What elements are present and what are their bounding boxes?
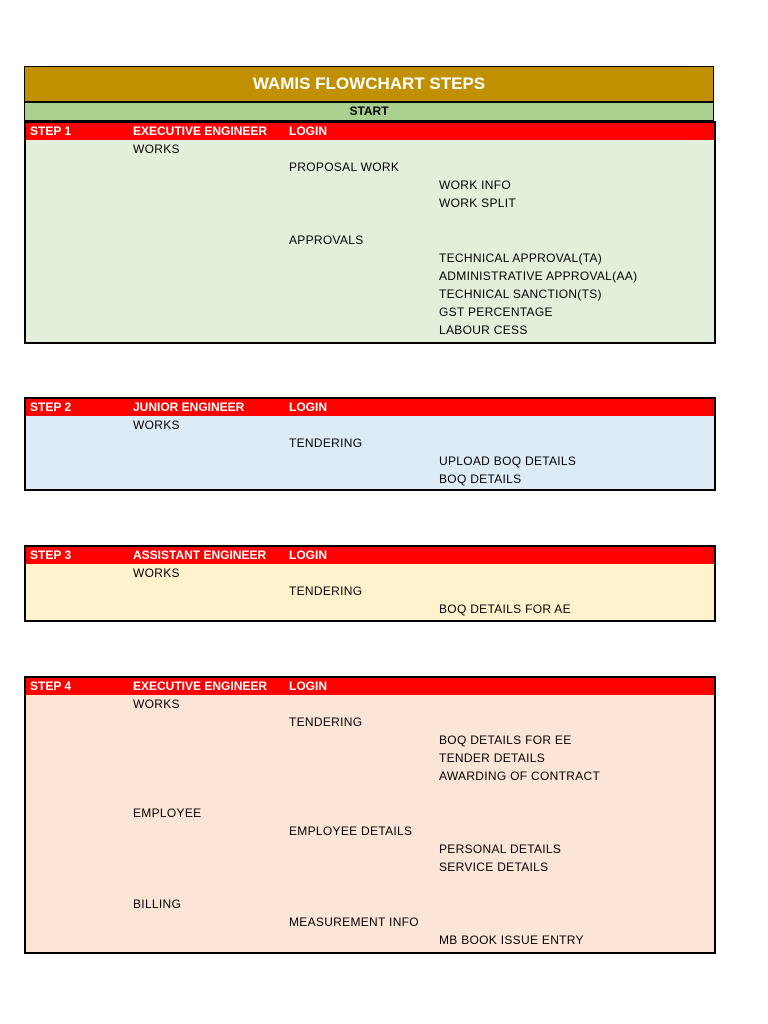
list-item: LABOUR CESS — [439, 323, 528, 337]
list-item: BOQ DETAILS — [439, 472, 522, 486]
role-label: EXECUTIVE ENGINEER — [133, 124, 268, 138]
step-2-block — [24, 397, 716, 491]
list-item: BOQ DETAILS FOR AE — [439, 602, 571, 616]
list-item: GST PERCENTAGE — [439, 305, 553, 319]
step-label: STEP 1 — [30, 124, 72, 138]
module-label: WORKS — [133, 697, 180, 711]
action-label: LOGIN — [289, 548, 327, 562]
step-2-header — [26, 399, 714, 416]
list-item: BOQ DETAILS FOR EE — [439, 733, 572, 747]
module-label: WORKS — [133, 142, 180, 156]
step-1-block — [24, 121, 716, 344]
list-item: TECHNICAL SANCTION(TS) — [439, 287, 602, 301]
step-1-body — [26, 140, 714, 342]
group-label: TENDERING — [289, 715, 363, 729]
list-item: SERVICE DETAILS — [439, 860, 549, 874]
group-label: MEASUREMENT INFO — [289, 915, 419, 929]
step-1-header — [26, 123, 714, 140]
step-label: STEP 4 — [30, 679, 72, 693]
module-label: EMPLOYEE — [133, 806, 202, 820]
start-label: START — [24, 102, 714, 121]
group-label: EMPLOYEE DETAILS — [289, 824, 413, 838]
list-item: MB BOOK ISSUE ENTRY — [439, 933, 584, 947]
role-label: ASSISTANT ENGINEER — [133, 548, 267, 562]
list-item: WORK INFO — [439, 178, 512, 192]
list-item: ADMINISTRATIVE APPROVAL(AA) — [439, 269, 638, 283]
list-item: PERSONAL DETAILS — [439, 842, 562, 856]
list-item: UPLOAD BOQ DETAILS — [439, 454, 577, 468]
step-4-header — [26, 678, 714, 695]
group-label: TENDERING — [289, 584, 363, 598]
step-2-body — [26, 416, 714, 489]
role-label: EXECUTIVE ENGINEER — [133, 679, 268, 693]
step-4-block — [24, 676, 716, 954]
step-3-block — [24, 545, 716, 622]
step-label: STEP 3 — [30, 548, 72, 562]
action-label: LOGIN — [289, 679, 327, 693]
list-item: AWARDING OF CONTRACT — [439, 769, 601, 783]
step-4-body — [26, 695, 714, 952]
list-item: WORK SPLIT — [439, 196, 517, 210]
flowchart-title: WAMIS FLOWCHART STEPS — [24, 66, 714, 102]
step-label: STEP 2 — [30, 400, 72, 414]
module-label: WORKS — [133, 566, 180, 580]
list-item: TECHNICAL APPROVAL(TA) — [439, 251, 603, 265]
module-label: WORKS — [133, 418, 180, 432]
step-3-body — [26, 564, 714, 620]
group-label: APPROVALS — [289, 233, 364, 247]
group-label: TENDERING — [289, 436, 363, 450]
module-label: BILLING — [133, 897, 182, 911]
role-label: JUNIOR ENGINEER — [133, 400, 245, 414]
action-label: LOGIN — [289, 124, 327, 138]
step-3-header — [26, 547, 714, 564]
group-label: PROPOSAL WORK — [289, 160, 400, 174]
action-label: LOGIN — [289, 400, 327, 414]
list-item: TENDER DETAILS — [439, 751, 545, 765]
